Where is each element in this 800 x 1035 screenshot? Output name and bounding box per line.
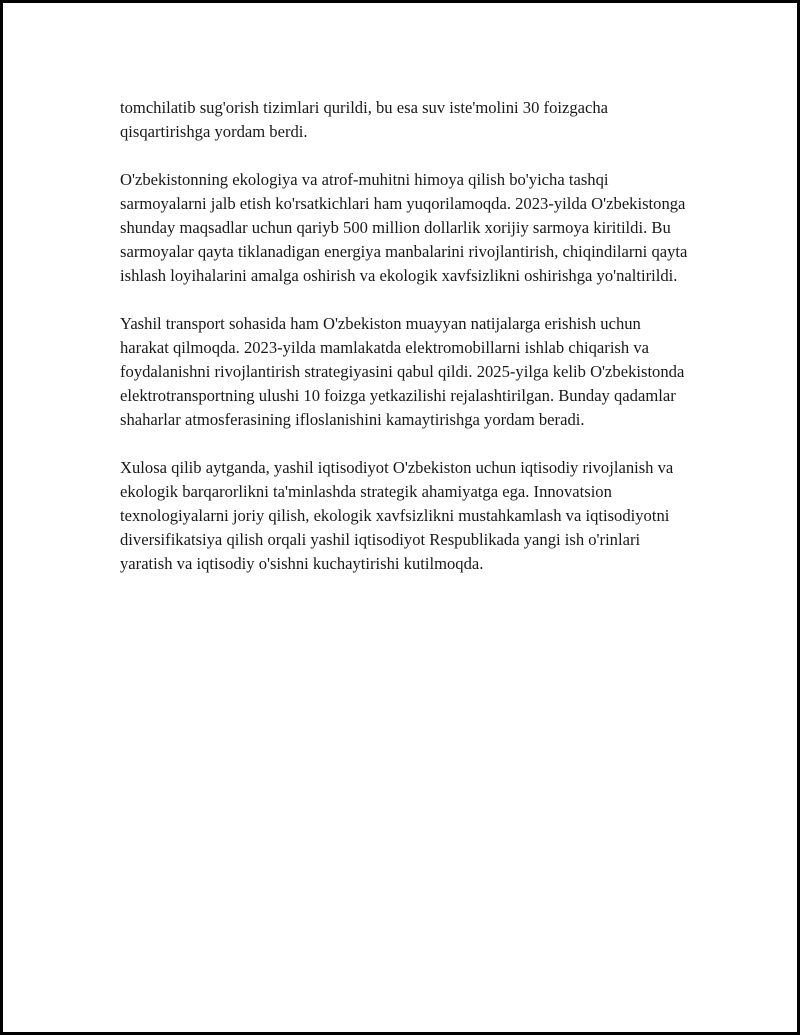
paragraph-conclusion: Xulosa qilib aytganda, yashil iqtisodiyot O'zbekiston uchun iqtisodiy rivojlanish va ekologik barqarorlikni ta'minlashda strategik ahamiyatga ega. Innovatsion texnologiyalarni joriy qilish, ekologik xavfsizlikni mustahkamlash va iqtisodiyotni diversifikatsiya qilish orqali yashil iqtisodiyot Respublikada yangi ish o'rinlari yaratish va iqtisodiy o'sishni kuchaytirishi kutilmoqda. bbox=[120, 458, 674, 573]
paragraph-green-transport: Yashil transport sohasida ham O'zbekiston muayyan natijalarga erishish uchun harakat qilmoqda. 2023-yilda mamlakatda elektromobillarni ishlab chiqarish va foydalanishni rivojlantirish strategiyasini qabul qildi. 2025-yilga kelib O'zbekistonda elektrotransportning ulushi 10 foizga yetkazilishi rejalashtirilgan. Bunday qadamlar shaharlar atmosferasining ifloslanishini kamaytirishga yordam beradi. bbox=[120, 314, 685, 429]
document-body bbox=[120, 96, 690, 600]
paragraph-irrigation: tomchilatib sug'orish tizimlari qurildi, bu esa suv iste'molini 30 foizgacha qisqartirishga yordam berdi. bbox=[120, 98, 609, 141]
paragraph-foreign-investment: O'zbekistonning ekologiya va atrof-muhitni himoya qilish bo'yicha tashqi sarmoyalarni jalb etish ko'rsatkichlari ham yuqorilamoqda. 2023-yilda O'zbekistonga shunday maqsadlar uchun qariyb 500 million dollarlik xorijiy sarmoya kiritildi. Bu sarmoyalar qayta tiklanadigan energiya manbalarini rivojlantirish, chiqindilarni qayta ishlash loyihalarini amalga oshirish va ekologik xavfsizlikni oshirishga yo'naltirildi. bbox=[120, 170, 688, 285]
